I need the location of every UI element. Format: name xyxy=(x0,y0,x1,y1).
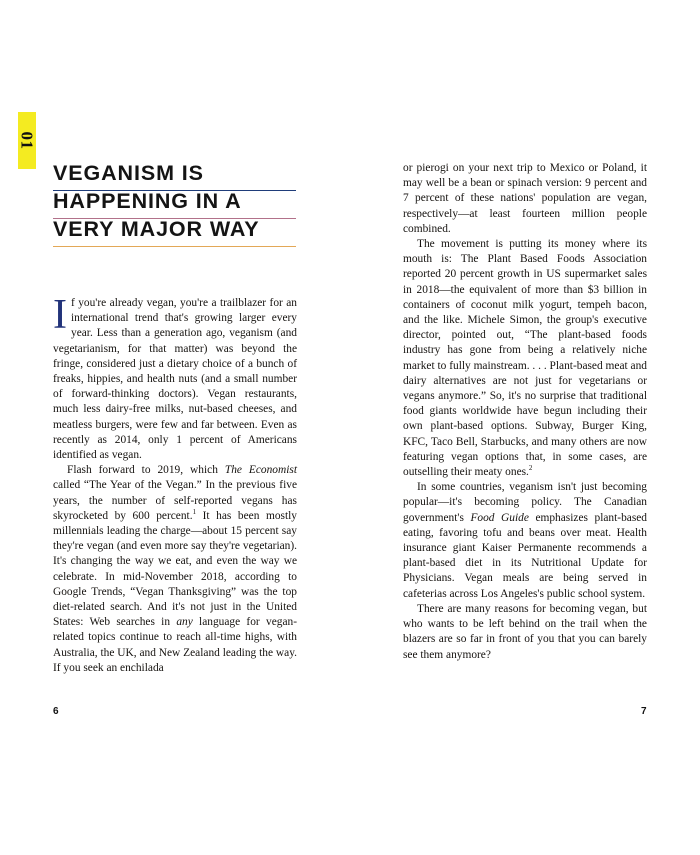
right-paragraph-1: or pierogi on your next trip to Mexico or Poland, it may well be a bean or spinach version: 9 percent and 7 percent of these nations' population are vegan, respectively—at least fourteen million people combined. xyxy=(403,162,647,235)
chapter-title-line-1: VEGANISM IS xyxy=(53,161,204,185)
right-paragraph-3-text-a: In some countries, veganism isn't just becoming popular—it's becoming policy. The Canadian government's xyxy=(403,481,647,524)
chapter-number-text: 01 xyxy=(17,131,37,150)
economist-italic: The Economist xyxy=(224,464,297,477)
left-paragraph-2-text-c: It has been mostly millennials leading the charge—about 15 percent say they're vegan (and even more say they're vegetarian). It's changing the way we eat, and even the way we celebrate. In mid-November 2018, according to Google Trends, “Vegan Thanksgiving” was the top diet-related search. And it's not just in the United States: Web searches in xyxy=(53,509,297,629)
chapter-title-line-3: VERY MAJOR WAY xyxy=(53,217,260,242)
left-paragraph-2-text-d: language for vegan-related topics continue to reach all-time highs, with Australia, the UK, and New Zealand leading the way. If you seek an enchilada xyxy=(53,616,297,674)
left-paragraph-2-text-b: called “The Year of the Vegan.” In the previous five years, the number of self-reported vegans has skyrocketed by 600 percent. xyxy=(53,479,297,522)
food-guide-italic: Food Guide xyxy=(470,511,529,524)
left-paragraph-1 xyxy=(53,292,297,463)
drop-cap-letter: I xyxy=(53,292,67,338)
any-italic: any xyxy=(176,616,193,629)
left-paragraph-1-text: f you're already vegan, you're a trailblazer for an international trend that's growing larger every year. Less than a generation ago, veganism (and vegetarianism, for that matter) was beyond the fringe, considered just a dietary choice of a bunch of freaks, hippies, and health nuts (and a small number of forward-thinking doctors). Vegan restaurants, much less dairy-free milks, nut-based cheeses, and meatless burgers, were few and far between. Even as recently as 2014, only 1 percent of Americans identified as vegan. xyxy=(53,297,297,462)
footnote-marker-2: 2 xyxy=(528,464,533,473)
right-paragraph-4: There are many reasons for becoming vegan, but who wants to be left behind on the trail when the blazers are so far in front of you that you can barely see them anymore? xyxy=(403,602,647,661)
left-text-column xyxy=(53,292,297,676)
chapter-title-line-2: HAPPENING IN A xyxy=(53,189,242,214)
page-number-right: 7 xyxy=(641,706,647,717)
left-paragraph-2 xyxy=(53,463,297,676)
right-paragraph-3-text-b: emphasizes plant-based eating, favoring tofu and beans over meat. Health insurance giant Kaiser Permanente recommends a plant-based diet in its Nutritional Update for Physicians. Vegan meals are being served in cafeterias across Los Angeles's public school system. xyxy=(403,511,647,600)
right-paragraph-2 xyxy=(403,237,647,480)
title-rule-orange xyxy=(53,246,296,248)
footnote-marker-1: 1 xyxy=(192,508,197,517)
right-paragraph-3 xyxy=(403,480,647,602)
left-paragraph-2-text-a: Flash forward to 2019, which xyxy=(67,464,225,477)
right-text-column xyxy=(403,161,647,663)
page-number-left: 6 xyxy=(53,706,59,717)
chapter-number-badge xyxy=(18,112,36,169)
chapter-title-block xyxy=(53,163,296,247)
right-paragraph-2-text: The movement is putting its money where its mouth is: The Plant Based Foods Association reported 20 percent growth in US supermarket sales in 2018—the equivalent of more than $3 billion in containers of coconut milk yogurt, tempeh bacon, and the like. Michele Simon, the group's executive director, pointed out, “The plant-based foods industry has gone from being a relatively niche market to fully mainstream. . . . Plant-based meat and dairy alternatives are not just for vegetarians or vegans anymore.” So, it's no surprise that traditional food giants worldwide have begun including their own plant-based options. Subway, Burger King, KFC, Taco Bell, Starbucks, and many others are now featuring vegan options that, in some cases, are outselling their meaty ones. xyxy=(403,238,647,479)
